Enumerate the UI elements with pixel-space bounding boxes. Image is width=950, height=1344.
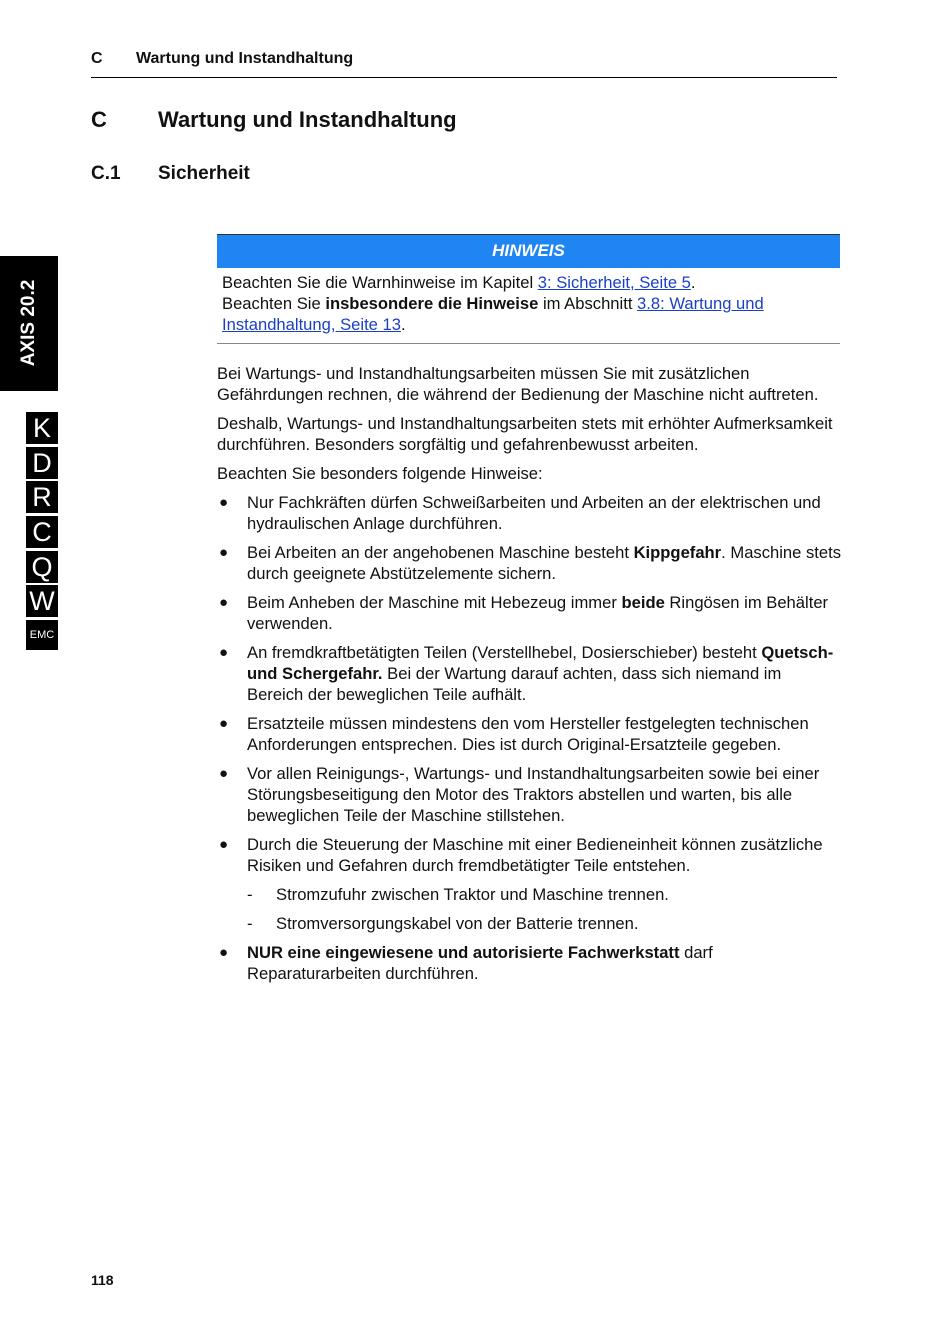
list-item-emphasis: NUR eine eingewiesene und autorisierte Fachwerkstatt xyxy=(247,943,680,962)
list-item-text: Nur Fachkräften dürfen Schweißarbeiten und Arbeiten an der elektrischen und hydraulischen Anlage durchführen. xyxy=(247,493,821,533)
product-name: AXIS 20.2 xyxy=(18,279,39,367)
link-maintenance-section[interactable]: 3.8: Wartung und Instandhaltung, Seite 13 xyxy=(222,294,764,334)
list-item xyxy=(217,592,842,634)
lang-tab-emc[interactable]: EMC xyxy=(26,620,58,650)
bullet-icon: ● xyxy=(219,494,229,511)
bullet-icon: ● xyxy=(219,715,229,732)
sub-list-item-text: Stromversorgungskabel von der Batterie trennen. xyxy=(276,914,639,933)
paragraph: Beachten Sie besonders folgende Hinweise: xyxy=(217,464,543,483)
notice-text: Beachten Sie xyxy=(222,294,326,313)
running-header xyxy=(91,50,837,78)
sub-list-item-text: Stromzufuhr zwischen Traktor und Maschine trennen. xyxy=(276,885,669,904)
list-item xyxy=(217,492,842,534)
lang-tab-c[interactable]: C xyxy=(26,516,58,548)
notice-body xyxy=(217,268,840,344)
lang-tab-r[interactable]: R xyxy=(26,481,58,513)
notice-text: . xyxy=(400,315,406,334)
bullet-icon: ● xyxy=(219,944,229,961)
safety-list xyxy=(217,492,842,984)
notice-label: HINWEIS xyxy=(217,234,840,268)
list-item xyxy=(217,713,842,755)
section-title: Sicherheit xyxy=(158,163,250,184)
list-item-emphasis: Quetsch- und Schergefahr. xyxy=(247,643,834,683)
lang-tab-w[interactable]: W xyxy=(26,585,58,617)
paragraph: Deshalb, Wartungs- und Instandhaltungsarbeiten stets mit erhöhter Aufmerksamkeit durchführen. Besonders sorgfältig und gefahrenbewusst arbeiten. xyxy=(217,414,833,454)
list-item-text: Vor allen Reinigungs-, Wartungs- und Instandhaltungsarbeiten sowie bei einer Störungsbeseitigung den Motor des Traktors abstellen und warten, bis alle beweglichen Teile der Maschine stillstehen. xyxy=(247,764,820,825)
list-item xyxy=(217,642,842,705)
page-number: 118 xyxy=(91,1272,114,1288)
chapter-number: C xyxy=(91,107,107,132)
list-item-text: An fremdkraftbetätigten Teilen (Verstellhebel, Dosierschieber) besteht xyxy=(247,643,762,662)
list-item-text: Ersatzteile müssen mindestens den vom Hersteller festgelegten technischen Anforderungen entsprechen. Dies ist durch Original-Ersatzteile gegeben. xyxy=(247,714,809,754)
list-item-text: Bei der Wartung darauf achten, dass sich niemand im Bereich der beweglichen Teile aufhält. xyxy=(247,664,782,704)
notice-line-1 xyxy=(222,272,835,293)
section-number: C.1 xyxy=(91,163,121,184)
sub-list-item xyxy=(247,913,842,934)
list-item xyxy=(217,763,842,826)
list-item-text: Beim Anheben der Maschine mit Hebezeug immer xyxy=(247,593,622,612)
lang-tab-k[interactable]: K xyxy=(26,412,58,444)
chapter-title: Wartung und Instandhaltung xyxy=(158,107,457,132)
list-item-emphasis: Kippgefahr xyxy=(633,543,722,562)
bullet-icon: ● xyxy=(219,644,229,661)
lang-tab-d[interactable]: D xyxy=(26,447,58,479)
bullet-icon: ● xyxy=(219,836,229,853)
bullet-icon: ● xyxy=(219,594,229,611)
notice-text: Beachten Sie die Warnhinweise im Kapitel xyxy=(222,273,538,292)
dash-icon: - xyxy=(247,885,253,904)
notice-text: im Abschnitt xyxy=(538,294,638,313)
bullet-icon: ● xyxy=(219,765,229,782)
list-item-emphasis: beide xyxy=(621,593,665,612)
running-header-letter: C xyxy=(91,50,103,67)
list-item xyxy=(217,542,842,584)
notice-text: . xyxy=(690,273,696,292)
list-item-text: darf Reparaturarbeiten durchführen. xyxy=(247,943,713,983)
notice-box xyxy=(217,234,840,344)
list-item-text: Ringösen im Behälter verwenden. xyxy=(247,593,829,633)
notice-line-2 xyxy=(222,293,835,335)
list-item xyxy=(217,942,842,984)
main-content xyxy=(217,363,842,992)
paragraph: Bei Wartungs- und Instandhaltungsarbeiten müssen Sie mit zusätzlichen Gefährdungen rechnen, die während der Bedienung der Maschine nicht auftreten. xyxy=(217,364,819,404)
link-safety-chapter[interactable]: 3: Sicherheit, Seite 5 xyxy=(537,273,691,292)
dash-icon: - xyxy=(247,914,253,933)
running-header-title: Wartung und Instandhaltung xyxy=(136,50,354,67)
language-tabs xyxy=(26,412,58,653)
bullet-icon: ● xyxy=(219,544,229,561)
product-side-tab xyxy=(0,256,58,391)
sub-list-item xyxy=(247,884,842,905)
list-item-text: . Maschine stets durch geeignete Abstützelemente sichern. xyxy=(247,543,842,583)
list-item-text: Bei Arbeiten an der angehobenen Maschine besteht xyxy=(247,543,634,562)
sub-list xyxy=(247,884,842,934)
list-item xyxy=(217,834,842,934)
lang-tab-q[interactable]: Q xyxy=(26,551,58,583)
list-item-text: Durch die Steuerung der Maschine mit einer Bedieneinheit können zusätzliche Risiken und Gefahren durch fremdbetätigter Teile entstehen. xyxy=(247,835,823,875)
notice-emphasis: insbesondere die Hinweise xyxy=(325,294,539,313)
